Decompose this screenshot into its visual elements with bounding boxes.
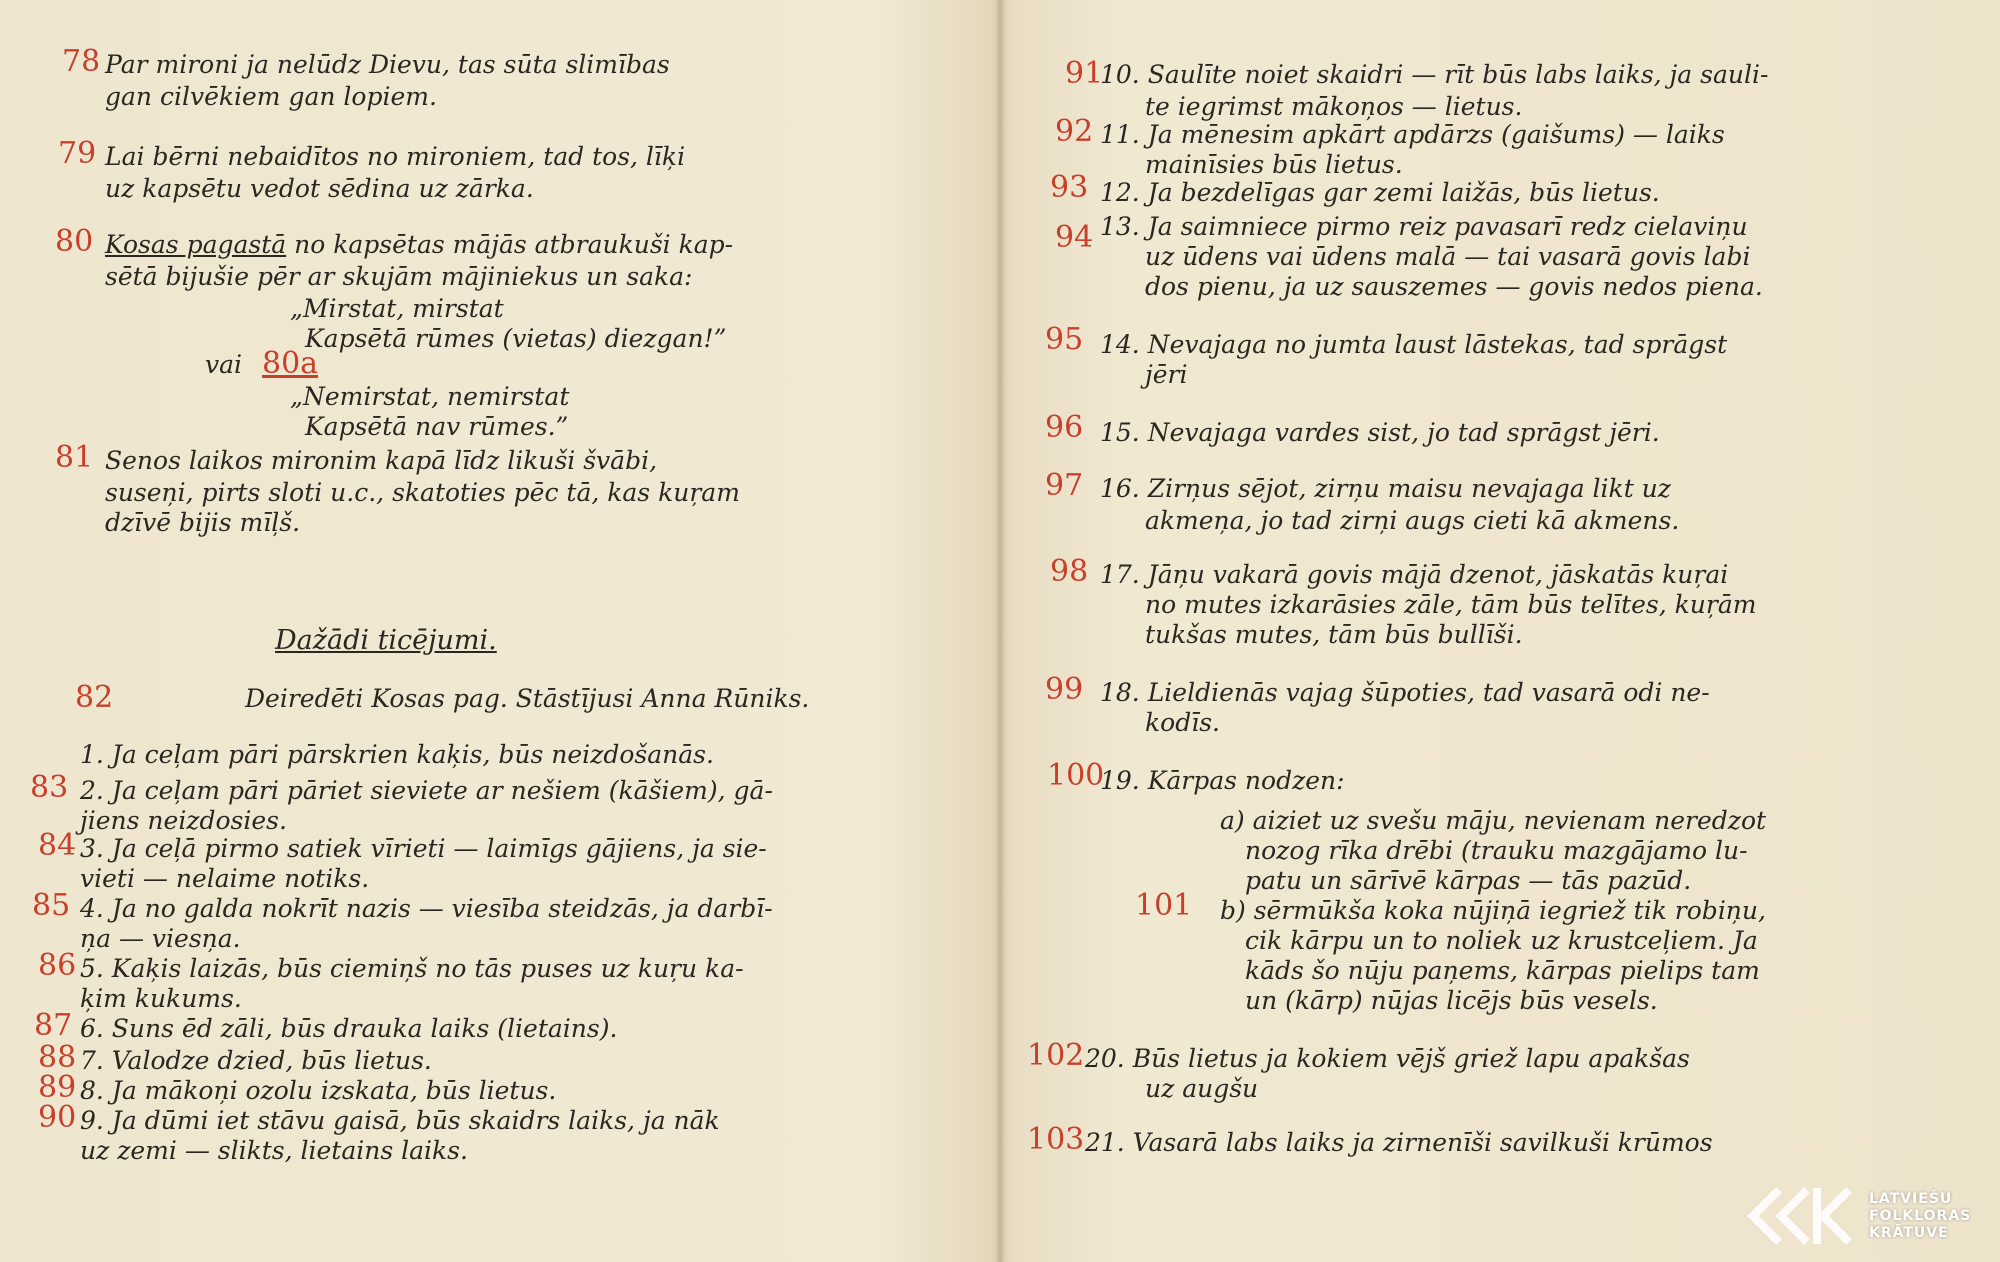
entry-text-line: Lai bērni nebaidītos no mironiem, tad tos, līķi xyxy=(105,142,686,171)
entry-number: 79 xyxy=(58,136,97,171)
item-line: 1. Ja ceļam pāri pārskrien kaķis, būs neizdošanās. xyxy=(80,740,714,769)
entry-text-line: sētā bijušie pēr ar skujām mājiniekus un saka: xyxy=(105,262,693,291)
item-line: 3. Ja ceļā pirmo satiek vīrieti — laimīgs gājiens, ja sie- xyxy=(80,834,767,863)
entry-number: 83 xyxy=(30,770,69,805)
item-line: no mutes izkarāsies zāle, tām būs telītes, kuŗām xyxy=(1145,590,1757,619)
book-gutter xyxy=(995,0,1005,1262)
item-line: vieti — nelaime notiks. xyxy=(80,864,370,893)
item-line: 15. Nevajaga vardes sist, jo tad sprāgst jēri. xyxy=(1100,418,1660,447)
item-line: 5. Kaķis laizās, būs ciemiņš no tās puses uz kuŗu ka- xyxy=(80,954,744,983)
entry-number: 92 xyxy=(1055,114,1094,149)
item-line: 10. Saulīte noiet skaidri — rīt būs labs laiks, ja sauli- xyxy=(1100,60,1769,89)
entry-number: 94 xyxy=(1055,220,1094,255)
item-line: uz ūdens vai ūdens malā — tai vasarā govis labi xyxy=(1145,242,1751,271)
item-line: ņa — viesņa. xyxy=(80,924,241,953)
entry-text-line: suseņi, pirts sloti u.c., skatoties pēc tā, kas kuŗam xyxy=(105,478,740,507)
item-line: tukšas mutes, tām būs bullīši. xyxy=(1145,620,1523,649)
entry-number: 91 xyxy=(1065,56,1104,91)
lfk-logo-icon xyxy=(1745,1184,1863,1248)
lfk-logo xyxy=(1745,1180,1995,1252)
entry-number: 103 xyxy=(1027,1122,1085,1157)
item-line: akmeņa, jo tad zirņi augs cieti kā akmens. xyxy=(1145,506,1680,535)
item-line: jiens neizdosies. xyxy=(80,806,287,835)
item-line: 18. Lieldienās vajag šūpoties, tad vasarā odi ne- xyxy=(1100,678,1710,707)
item-line: 7. Valodze dzied, būs lietus. xyxy=(80,1046,432,1075)
item-line: uz augšu xyxy=(1145,1074,1259,1103)
entry-text-line: Par mironi ja nelūdz Dievu, tas sūta slimības xyxy=(105,50,670,79)
entry-number: 84 xyxy=(38,828,77,863)
item-line: 16. Zirņus sējot, zirņu maisu nevajaga likt uz xyxy=(1100,474,1671,503)
section-heading: Dažādi ticējumi. xyxy=(275,625,497,656)
item-line: 2. Ja ceļam pāri pāriet sieviete ar nešiem (kāšiem), gā- xyxy=(80,776,773,805)
entry-number: 102 xyxy=(1027,1038,1085,1073)
entry-text-line: uz kapsētu vedot sēdina uz zārka. xyxy=(105,174,534,203)
vai-label: vai xyxy=(205,350,243,379)
entry-number: 85 xyxy=(32,888,71,923)
entry-number: 88 xyxy=(38,1040,77,1075)
entry-text-line: Senos laikos mironim kapā līdz likuši švābi, xyxy=(105,446,658,475)
entry-text-line: Kosas pagastā no kapsētas mājās atbraukuši kap- xyxy=(105,230,734,259)
entry-number: 81 xyxy=(55,440,94,475)
item-line: 17. Jāņu vakarā govis mājā dzenot, jāskatās kuŗai xyxy=(1100,560,1729,589)
item-line: b) sērmūkša koka nūjiņā iegriež tik robiņu, xyxy=(1220,896,1766,925)
item-line: patu un sārīvē kārpas — tās pazūd. xyxy=(1245,866,1692,895)
item-line: 21. Vasarā labs laiks ja zirnenīši savilkuši krūmos xyxy=(1085,1128,1713,1157)
item-line: a) aiziet uz svešu māju, nevienam neredzot xyxy=(1220,806,1767,835)
quote-line: „Nemirstat, nemirstat xyxy=(290,382,570,411)
quote-line: „Mirstat, mirstat xyxy=(290,294,504,323)
logo-text: LATVIEŠU FOLKLORAS KRĀTUVE xyxy=(1869,1190,1972,1241)
entry-number: 93 xyxy=(1050,170,1089,205)
entry-number: 86 xyxy=(38,948,77,983)
entry-number: 82 xyxy=(75,680,114,715)
entry-number: 95 xyxy=(1045,322,1084,357)
quote-line: Kapsētā nav rūmes.” xyxy=(305,412,569,441)
item-line: 4. Ja no galda nokrīt nazis — viesība steidzās, ja darbī- xyxy=(80,894,773,923)
entry-number: 78 xyxy=(62,44,101,79)
place-name: Kosas pagastā xyxy=(105,230,287,259)
item-line: nozog rīka drēbi (trauku mazgājamo lu- xyxy=(1245,836,1748,865)
entry-number: 98 xyxy=(1050,554,1089,589)
entry-number: 99 xyxy=(1045,672,1084,707)
item-line: 19. Kārpas nodzen: xyxy=(1100,766,1345,795)
item-line: kodīs. xyxy=(1145,708,1220,737)
entry-number: 97 xyxy=(1045,468,1084,503)
item-line: mainīsies būs lietus. xyxy=(1145,150,1403,179)
item-line: 9. Ja dūmi iet stāvu gaisā, būs skaidrs laiks, ja nāk xyxy=(80,1106,720,1135)
left-page xyxy=(0,0,995,1262)
item-line: 12. Ja bezdelīgas gar zemi laižās, būs lietus. xyxy=(1100,178,1660,207)
variant-number: 80a xyxy=(262,346,319,381)
section-subtitle: Deiredēti Kosas pag. Stāstījusi Anna Rūniks. xyxy=(245,684,810,713)
item-line: cik kārpu un to noliek uz krustceļiem. Ja xyxy=(1245,926,1758,955)
item-line: 13. Ja saimniece pirmo reiz pavasarī redz cielaviņu xyxy=(1100,212,1748,241)
item-line: 11. Ja mēnesim apkārt apdārzs (gaišums) — laiks xyxy=(1100,120,1725,149)
entry-text-line: gan cilvēkiem gan lopiem. xyxy=(105,82,437,111)
item-line: ķim kukums. xyxy=(80,984,242,1013)
entry-number: 100 xyxy=(1047,758,1105,793)
entry-number: 87 xyxy=(34,1008,73,1043)
entry-number: 90 xyxy=(38,1100,77,1135)
item-line: 14. Nevajaga no jumta laust lāstekas, tad sprāgst xyxy=(1100,330,1728,359)
item-line: uz zemi — slikts, lietains laiks. xyxy=(80,1136,468,1165)
item-line: kāds šo nūju paņems, kārpas pielips tam xyxy=(1245,956,1760,985)
entry-text-line: dzīvē bijis mīļš. xyxy=(105,508,301,537)
item-line: dos pienu, ja uz sauszemes — govis nedos piena. xyxy=(1145,272,1763,301)
item-line: un (kārp) nūjas licējs būs vesels. xyxy=(1245,986,1658,1015)
item-line: te iegrimst mākoņos — lietus. xyxy=(1145,92,1523,121)
item-line: jēri xyxy=(1145,360,1188,389)
entry-number: 96 xyxy=(1045,410,1084,445)
entry-number: 89 xyxy=(38,1070,77,1105)
entry-number: 101 xyxy=(1135,888,1193,923)
right-page xyxy=(1005,0,2000,1262)
item-line: 20. Būs lietus ja kokiem vējš griež lapu apakšas xyxy=(1085,1044,1690,1073)
quote-line: Kapsētā rūmes (vietas) diezgan!” xyxy=(305,324,727,353)
entry-number: 80 xyxy=(55,224,94,259)
item-line: 6. Suns ēd zāli, būs drauka laiks (lietains). xyxy=(80,1014,618,1043)
item-line: 8. Ja mākoņi ozolu izskata, būs lietus. xyxy=(80,1076,557,1105)
